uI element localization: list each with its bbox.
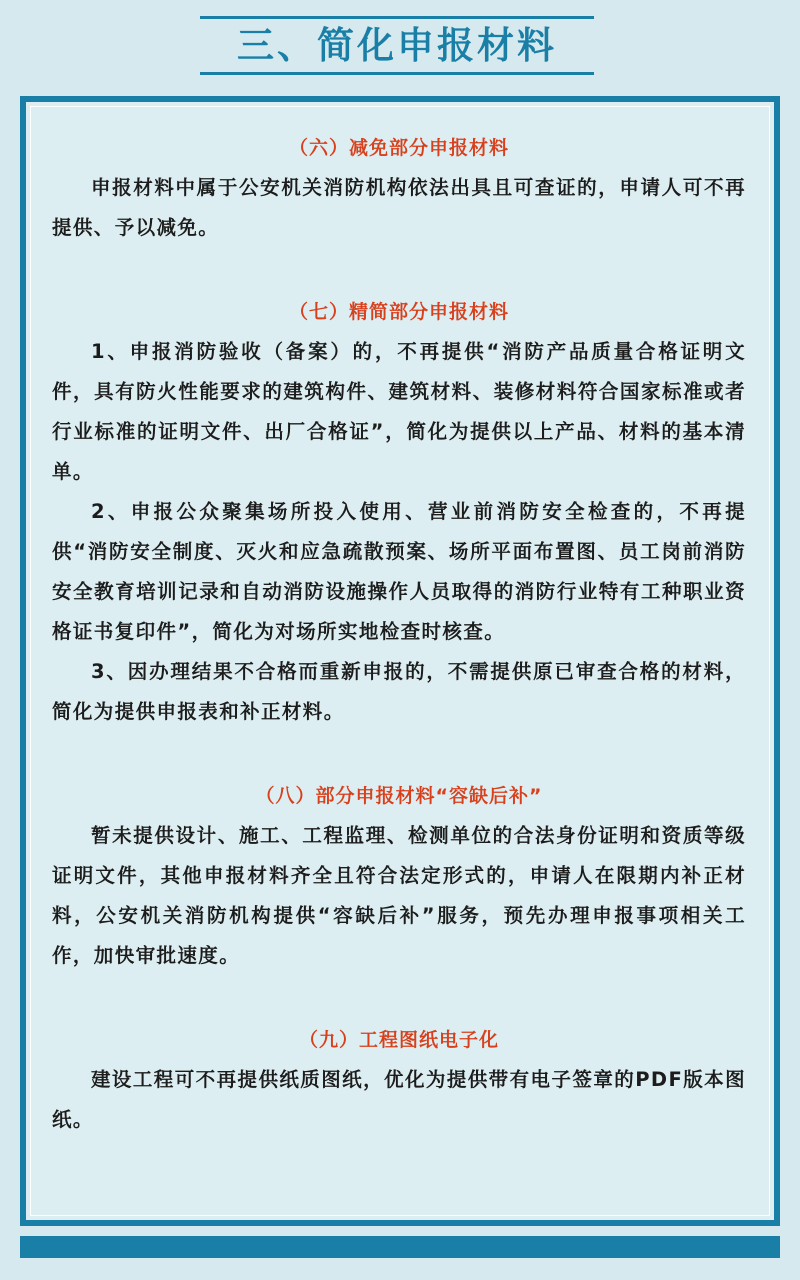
footer-bar bbox=[20, 1236, 780, 1258]
page-title: 三、简化申报材料 bbox=[237, 24, 557, 67]
section-paragraph: 暂未提供设计、施工、工程监理、检测单位的合法身份证明和资质等级证明文件，其他申报材料齐全且符合法定形式的，申请人在限期内补正材料，公安机关消防机构提供“容缺后补”服务，预先办理申报事项相关工作，加快审批速度。 bbox=[52, 824, 746, 967]
section-heading: （九）工程图纸电子化 bbox=[298, 1029, 499, 1051]
section-heading: （八）部分申报材料“容缺后补” bbox=[255, 785, 543, 807]
section-heading: （七）精简部分申报材料 bbox=[288, 301, 509, 323]
section-7 bbox=[52, 292, 746, 732]
section-heading: （六）减免部分申报材料 bbox=[288, 137, 509, 159]
title-top-rule bbox=[200, 16, 594, 19]
section-paragraph: 1、申报消防验收（备案）的，不再提供“消防产品质量合格证明文件，具有防火性能要求的建筑构件、建筑材料、装修材料符合国家标准或者行业标准的证明文件、出厂合格证”，简化为提供以上产品、材料的基本清单。 bbox=[52, 340, 746, 483]
section-8 bbox=[52, 776, 746, 976]
section-9 bbox=[52, 1020, 746, 1140]
section-paragraph: 建设工程可不再提供纸质图纸，优化为提供带有电子签章的PDF版本图纸。 bbox=[52, 1068, 746, 1131]
content-body bbox=[52, 128, 746, 1140]
title-banner bbox=[200, 16, 594, 74]
section-paragraph: 申报材料中属于公安机关消防机构依法出具且可查证的，申请人可不再提供、予以减免。 bbox=[52, 176, 746, 239]
title-bottom-rule bbox=[200, 72, 594, 75]
section-6 bbox=[52, 128, 746, 248]
section-paragraph: 3、因办理结果不合格而重新申报的，不需提供原已审查合格的材料，简化为提供申报表和补正材料。 bbox=[52, 660, 746, 723]
section-paragraph: 2、申报公众聚集场所投入使用、营业前消防安全检查的，不再提供“消防安全制度、灭火和应急疏散预案、场所平面布置图、员工岗前消防安全教育培训记录和自动消防设施操作人员取得的消防行业特有工种职业资格证书复印件”，简化为对场所实地检查时核查。 bbox=[52, 500, 746, 643]
